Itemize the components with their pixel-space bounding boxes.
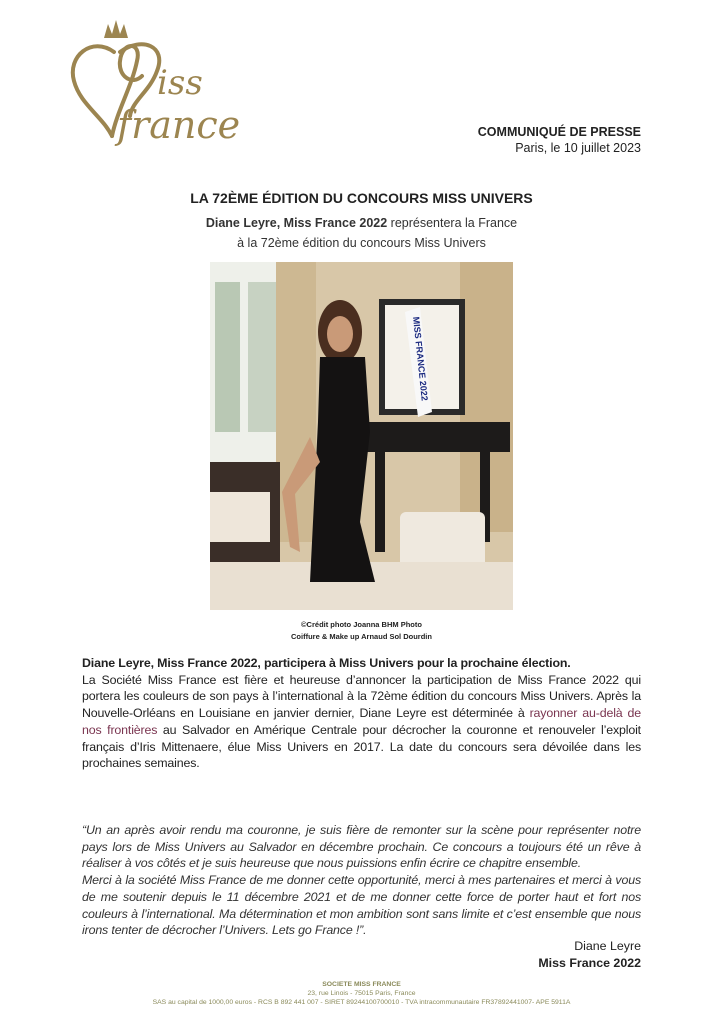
photo-credit	[0, 619, 723, 643]
press-label: COMMUNIQUÉ DE PRESSE	[477, 125, 641, 139]
press-header	[478, 124, 641, 156]
body-text-1: La Société Miss France est fière et heureuse d’annoncer la participation de Miss France 2022 qui portera les couleurs de son pays à l’international à la 72ème édition du concours Miss Univers. Après la Nouvelle-Orléans en Louisiane en janvier dernier, Diane Leyre est déterminée à	[82, 672, 641, 721]
sash-text: MISS FRANCE 2022	[411, 316, 430, 402]
credit-line2: Coiffure & Make up Arnaud Sol Dourdin	[291, 632, 432, 641]
footer-company: SOCIETE MISS FRANCE	[322, 981, 401, 988]
subtitle-line2: à la 72ème édition du concours Miss Univers	[237, 236, 486, 250]
credit-line1: ©Crédit photo Joanna BHM Photo	[301, 620, 422, 629]
body-paragraph	[82, 655, 641, 772]
svg-text:iss: iss	[157, 63, 203, 103]
quote-p1: “Un an après avoir rendu ma couronne, je suis fière de remonter sur la scène pour représenter notre pays lors de Miss Univers au Salvador en décembre prochain. Ce concours a toujours été un rêve à réaliser à vos côtés et je suis heureuse que nous puissions enfin écrire ce chapitre ensemble.	[82, 823, 641, 871]
footer	[0, 980, 723, 1007]
subtitle-bold: Diane Leyre, Miss France 2022	[205, 216, 388, 230]
signature-title: Miss France 2022	[538, 956, 641, 970]
quote	[82, 822, 641, 939]
photo-diane-leyre	[210, 262, 513, 610]
press-date: Paris, le 10 juillet 2023	[515, 141, 641, 155]
miss-france-logo	[62, 16, 242, 151]
body-text-2: au Salvador en Amérique Centrale pour décrocher la couronne et renouveler l’exploit français d’Iris Mittenaere, élue Miss Univers en 2017. La date du concours sera dévoilée dans les prochaines semaines.	[82, 722, 641, 771]
footer-legal: SAS au capital de 1000,00 euros - RCS B 892 441 007 - SIRET 89244100700010 - TVA intracommunautaire FR37892441007- APE 5911A	[152, 999, 571, 1006]
page-title: LA 72ÈME ÉDITION DU CONCOURS MISS UNIVERS	[190, 190, 533, 206]
subtitle-rest: représentera la France	[387, 216, 518, 230]
svg-text:france: france	[117, 103, 241, 147]
body-heading: Diane Leyre, Miss France 2022, participera à Miss Univers pour la prochaine élection.	[82, 656, 571, 670]
subtitle	[0, 213, 723, 253]
footer-address: 23, rue Linois - 75015 Paris, France	[307, 990, 416, 997]
quote-p2: Merci à la société Miss France de me donner cette opportunité, merci à mes partenaires et merci à vous de me soutenir depuis le 11 décembre 2021 et de me donner cette force de porter haut et fort nos couleurs à l’international. Ma détermination et mon ambition sont sans limite et c’est ensemble que nous irons tenter de décrocher l’Univers. Lets go France !”.	[82, 873, 641, 938]
signature	[538, 938, 641, 972]
body-link[interactable]: rayonner au-delà de nos frontières	[82, 706, 641, 737]
signature-name: Diane Leyre	[574, 939, 641, 953]
